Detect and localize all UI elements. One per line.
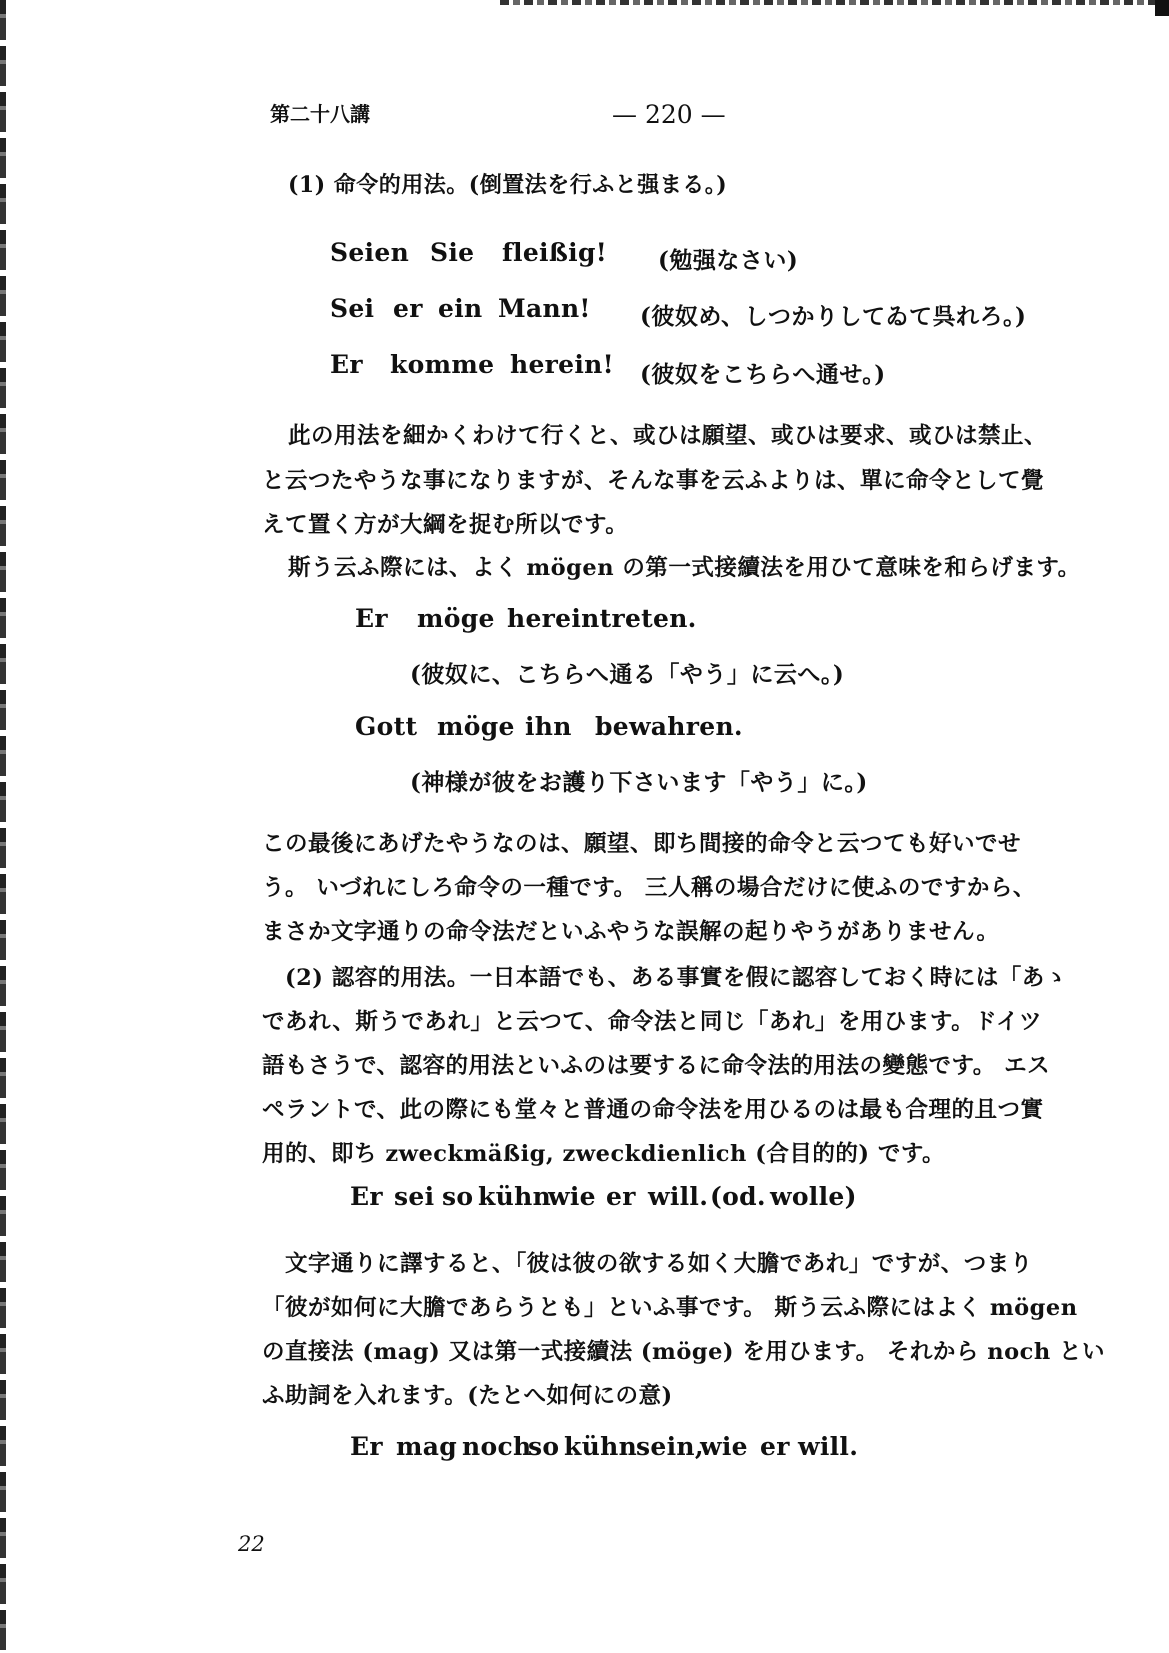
word: Sei bbox=[330, 294, 375, 323]
word: Er bbox=[330, 350, 363, 379]
gloss-2: (彼奴め、しつかりしてゐて呉れろ。) bbox=[640, 303, 1027, 330]
paragraph-line: 「彼が如何に大膽であらうとも」といふ事です。 斯う云ふ際にはよく mögen bbox=[262, 1295, 1078, 1321]
word: mag bbox=[396, 1432, 458, 1461]
paragraph-line: ふ助詞を入れます。(たとへ如何にの意) bbox=[262, 1383, 673, 1409]
gloss-4: (彼奴に、こちらへ通る「やう」に云へ。) bbox=[410, 661, 845, 688]
word: Gott bbox=[355, 712, 418, 741]
scan-corner-mark bbox=[1155, 0, 1169, 16]
paragraph-line: この最後にあげたやうなのは、願望、即ち間接的命令と云つても好いでせ bbox=[262, 831, 1022, 857]
word: sei bbox=[394, 1182, 435, 1211]
word: hereintreten. bbox=[507, 604, 697, 633]
word: (od. bbox=[710, 1182, 766, 1211]
page-number: — 220 — bbox=[612, 100, 726, 129]
word: wie bbox=[700, 1432, 748, 1461]
word: ihn bbox=[525, 712, 572, 741]
paragraph-line: ペラントで、此の際にも堂々と普通の命令法を用ひるのは最も合理的且つ實 bbox=[262, 1097, 1044, 1123]
word: kühn bbox=[478, 1182, 552, 1211]
word: komme bbox=[390, 350, 495, 379]
word: kühn bbox=[564, 1432, 638, 1461]
book-spine-shadow bbox=[0, 0, 6, 1653]
word: noch bbox=[462, 1432, 532, 1461]
paragraph-line: 此の用法を細かくわけて行くと、或ひは願望、或ひは要求、或ひは禁止、 bbox=[288, 423, 1048, 449]
word: Er bbox=[350, 1182, 383, 1211]
gloss-5: (神様が彼をお護り下さいます「やう」に。) bbox=[410, 769, 868, 796]
word: herein! bbox=[510, 350, 614, 379]
section-2-heading: (2) 認容的用法。一日本語でも、ある事實を假に認容しておく時には「あゝ bbox=[285, 965, 1068, 991]
scan-edge-noise bbox=[500, 0, 1169, 5]
word: fleißig! bbox=[502, 238, 607, 267]
word: bewahren. bbox=[595, 712, 743, 741]
paragraph-line: 語もさうで、認容的用法といふのは要するに命令法的用法の變態です。 エス bbox=[262, 1053, 1051, 1079]
word: Er bbox=[355, 604, 388, 633]
word: er bbox=[393, 294, 423, 323]
word: wolle) bbox=[770, 1182, 857, 1211]
paragraph-line: 文字通りに譯すると、「彼は彼の欲する如く大膽であれ」ですが、つまり bbox=[285, 1251, 1033, 1277]
footer-number: 22 bbox=[238, 1532, 265, 1556]
running-head: 第二十八講 bbox=[270, 102, 370, 126]
paragraph-line: まさか文字通りの命令法だといふやうな誤解の起りやうがありません。 bbox=[262, 919, 1000, 945]
word: möge bbox=[437, 712, 515, 741]
word: Seien bbox=[330, 238, 410, 267]
paragraph-line: う。 いづれにしろ命令の一種です。 三人稱の場合だけに使ふのですから、 bbox=[262, 875, 1036, 901]
paragraph-line: であれ、斯うであれ」と云つて、命令法と同じ「あれ」を用ひます。ドイツ bbox=[262, 1009, 1042, 1035]
word: Er bbox=[350, 1432, 383, 1461]
word: will. bbox=[648, 1182, 709, 1211]
gloss-1: (勉强なさい) bbox=[658, 247, 799, 274]
word: will. bbox=[798, 1432, 859, 1461]
paragraph-line: と云つたやうな事になりますが、そんな事を云ふよりは、單に命令として覺 bbox=[262, 468, 1045, 494]
paragraph-line: えて置く方が大綱を捉む所以です。 bbox=[262, 512, 629, 538]
paragraph-line: の直接法 (mag) 又は第一式接續法 (möge) を用ひます。 それから noch とい bbox=[262, 1339, 1106, 1365]
paragraph-line: 用的、即ち zweckmäßig, zweckdienlich (合目的的) です。 bbox=[262, 1141, 946, 1167]
word: sein, bbox=[636, 1432, 704, 1461]
word: Mann! bbox=[498, 294, 591, 323]
gloss-3: (彼奴をこちらへ通せ。) bbox=[640, 361, 886, 388]
word: wie bbox=[548, 1182, 596, 1211]
section-1-heading: (1) 命令的用法。(倒置法を行ふと强まる。) bbox=[288, 172, 728, 198]
paragraph-line: 斯う云ふ際には、よく mögen の第一式接續法を用ひて意味を和らげます。 bbox=[288, 555, 1081, 581]
word: Sie bbox=[430, 238, 475, 267]
word: so bbox=[442, 1182, 474, 1211]
word: ein bbox=[438, 294, 483, 323]
word: so bbox=[528, 1432, 560, 1461]
word: möge bbox=[417, 604, 495, 633]
word: er bbox=[760, 1432, 790, 1461]
word: er bbox=[606, 1182, 636, 1211]
